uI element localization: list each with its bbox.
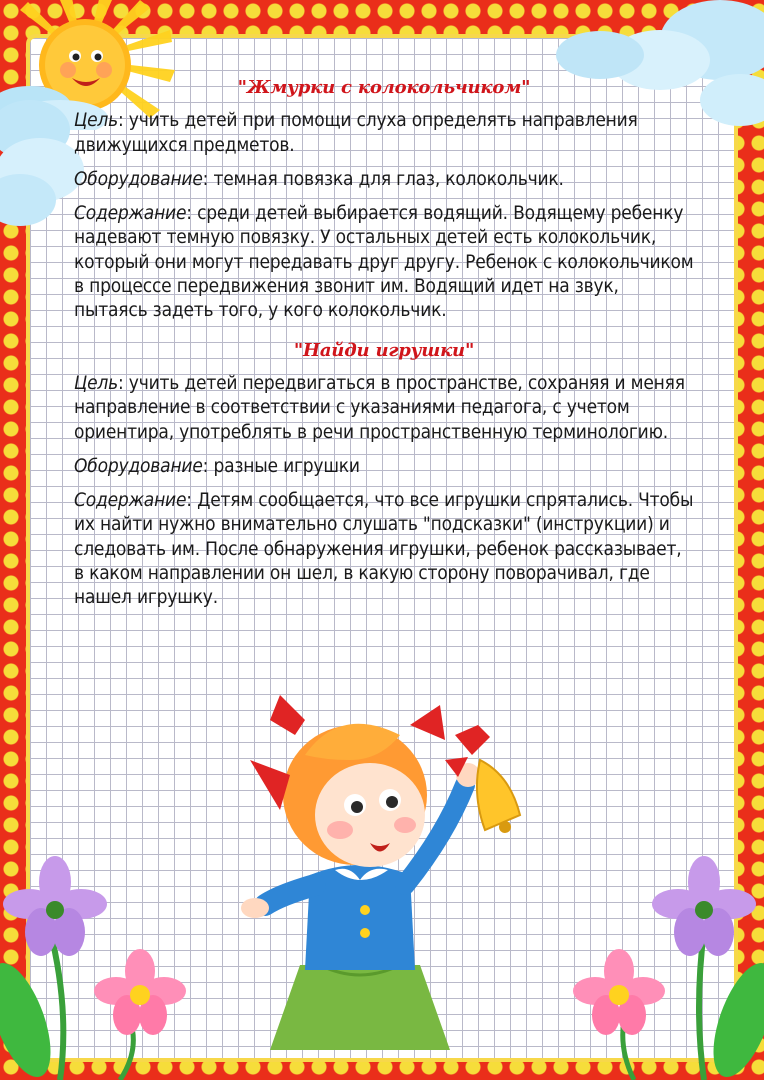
- girl-with-bell-illustration: [210, 665, 560, 1060]
- goal-label: Цель: [74, 109, 119, 132]
- section1-title: "Жмурки с колокольчиком": [237, 77, 531, 98]
- text-content: [74, 76, 694, 620]
- goal-label: Цель: [74, 371, 119, 394]
- goal-text: : учить детей при помощи слуха определять направления движущихся предметов.: [74, 109, 638, 156]
- equipment-text: : темная повязка для глаз, колокольчик.: [202, 167, 564, 190]
- content-text: : Детям сообщается, что все игрушки спрятались. Чтобы их найти нужно внимательно слушать "подсказки" (инструкции) и следовать им. После обнаружения игрушки, ребенок рассказывает, в каком направлении он шел, в какую сторону поворачивал, где нашел игрушку.: [74, 489, 694, 609]
- flowers-left-illustration: [0, 850, 200, 1080]
- section2-content: [74, 488, 694, 609]
- section1-goal: [74, 108, 694, 157]
- content-text: : среди детей выбирается водящий. Водящему ребенку надевают темную повязку. У остальных детей есть колокольчик, который они могут передавать друг другу. Ребенок с колокольчиком в процессе передвижения звонит им. Водящий идет на звук, пытаясь задеть того, у кого колокольчик.: [74, 202, 694, 322]
- content-label: Содержание: [74, 202, 187, 225]
- equipment-label: Оборудование: [74, 454, 203, 477]
- section1-content: [74, 201, 694, 322]
- section2-equipment: [74, 454, 694, 478]
- goal-text: : учить детей передвигаться в пространстве, сохраняя и меняя направление в соответствии с указаниями педагога, с учетом ориентира, употреблять в речи пространственную терминологию.: [74, 371, 685, 443]
- content-label: Содержание: [74, 489, 187, 512]
- section2-title: "Найди игрушки": [293, 339, 475, 361]
- equipment-text: : разные игрушки: [202, 454, 360, 477]
- section1-equipment: [74, 167, 694, 191]
- flowers-right-illustration: [564, 850, 764, 1080]
- equipment-label: Оборудование: [74, 167, 203, 190]
- section2-goal: [74, 371, 694, 444]
